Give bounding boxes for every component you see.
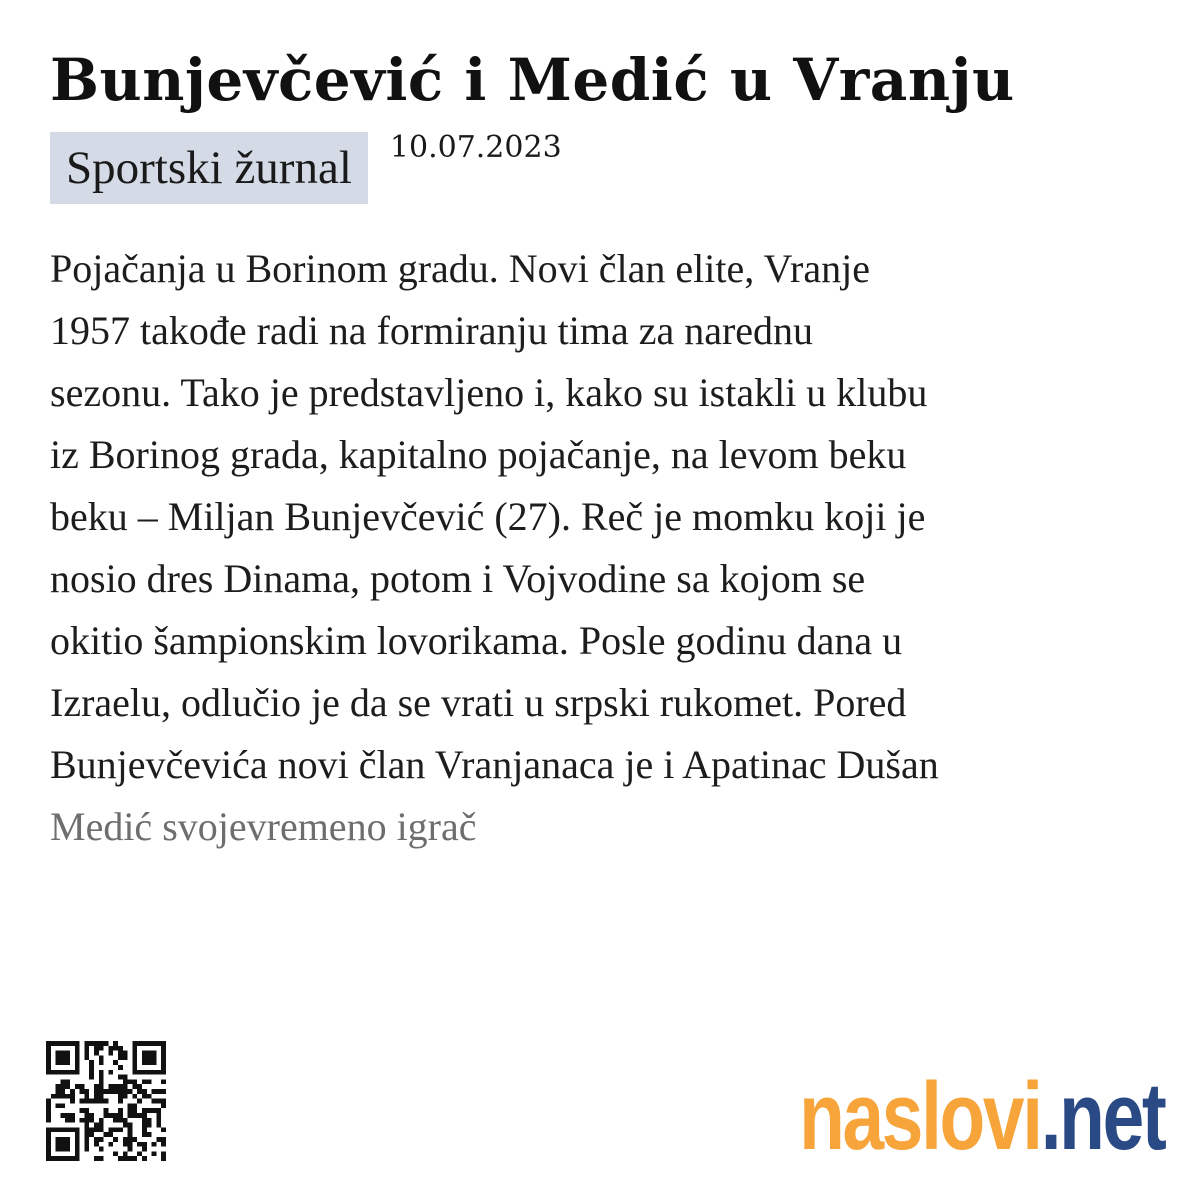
body-line: nosio dres Dinama, potom i Vojvodine sa kojom se xyxy=(50,556,866,601)
body-line-faded: Medić svojevremeno igrač xyxy=(50,804,477,849)
body-line: iz Borinog grada, kapitalno pojačanje, na levom beku xyxy=(50,432,907,477)
body-line: Bunjevčevića novi član Vranjanaca je i Apatinac Dušan xyxy=(50,742,939,787)
meta-row xyxy=(50,132,1150,204)
body-line: okitio šampionskim lovorikama. Posle godinu dana u xyxy=(50,618,903,663)
publish-date: 10.07.2023 xyxy=(389,130,562,165)
body-line: beku – Miljan Bunjevčević (27). Reč je momku koji je xyxy=(50,494,926,539)
headline: Bunjevčević i Medić u Vranju xyxy=(50,46,1015,114)
body-line: Pojačanja u Borinom gradu. Novi član elite, Vranje xyxy=(50,246,870,291)
source-badge: Sportski žurnal xyxy=(50,132,368,204)
site-logo[interactable] xyxy=(799,1062,1164,1172)
article xyxy=(50,40,1150,858)
qr-code-icon xyxy=(46,1038,166,1164)
body-line: Izraelu, odlučio je da se vrati u srpski rukomet. Pored xyxy=(50,680,907,725)
body-line: sezonu. Tako je predstavljeno i, kako su istakli u klubu xyxy=(50,370,928,415)
logo-text-net: .net xyxy=(1040,1063,1164,1170)
article-body xyxy=(50,238,1150,858)
body-line: 1957 takođe radi na formiranju tima za narednu xyxy=(50,308,814,353)
logo-text-naslovi: naslovi xyxy=(798,1063,1041,1170)
